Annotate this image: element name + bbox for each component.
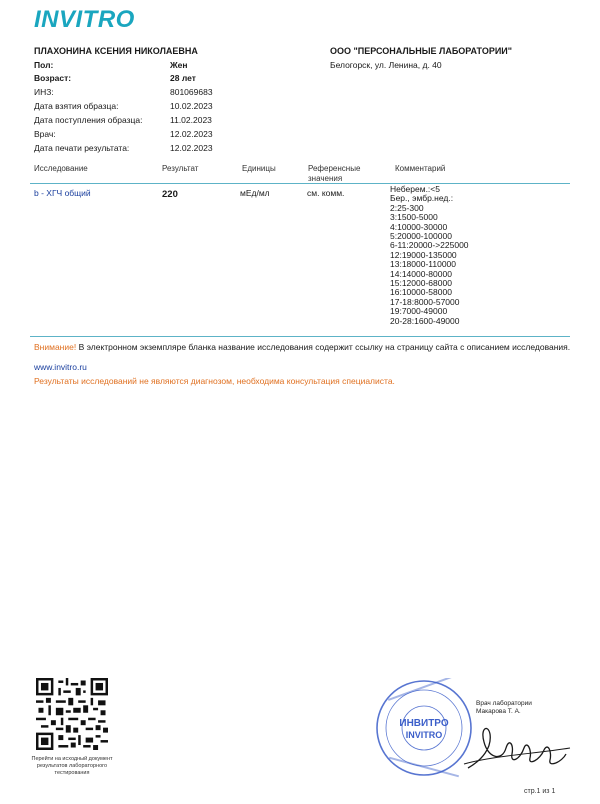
inz-label: ИНЗ: — [34, 87, 54, 97]
sample-date-label: Дата взятия образца: — [34, 101, 119, 111]
header-units: Единицы — [242, 164, 276, 173]
lab-name: ООО "ПЕРСОНАЛЬНЫЕ ЛАБОРАТОРИИ" — [330, 46, 513, 56]
site-link[interactable]: www.invitro.ru — [34, 362, 87, 372]
table-divider-bottom — [30, 336, 570, 337]
header-test: Исследование — [34, 164, 88, 173]
table-divider-top — [30, 183, 570, 184]
reference-value: см. комм. — [307, 188, 345, 198]
doctor-name: Макарова Т. А. — [476, 708, 521, 715]
lab-address: Белогорск, ул. Ленина, д. 40 — [330, 60, 442, 70]
sex-label: Пол: — [34, 60, 54, 70]
lab-stamp — [374, 678, 474, 778]
inz-value: 801069683 — [170, 87, 213, 97]
invitro-logo: INVITRO — [34, 6, 135, 33]
result-value: 220 — [162, 189, 178, 200]
qr-caption: Перейти на исходный документ результатов лабораторного тестирования — [31, 756, 113, 776]
units-value: мЕд/мл — [240, 188, 270, 198]
age-value: 28 лет — [170, 73, 196, 83]
page-number: стр.1 из 1 — [524, 788, 556, 795]
sex-value: Жен — [170, 60, 188, 70]
patient-name: ПЛАХОНИНА КСЕНИЯ НИКОЛАЕВНА — [34, 46, 198, 56]
doctor-signature-block — [476, 700, 532, 716]
handwritten-signature — [462, 718, 572, 778]
disclaimer: Результаты исследований не являются диагнозом, необходима консультация специалиста. — [34, 376, 395, 386]
received-date-label: Дата поступления образца: — [34, 115, 143, 125]
print-date-label: Дата печати результата: — [34, 143, 130, 153]
doctor-title: Врач лаборатории — [476, 700, 532, 707]
header-result: Результат — [162, 164, 199, 173]
comment-value: Неберем.:<5 Бер., эмбр.нед.: 2:25-300 3:1500-5000 4:10000-30000 5:20000-100000 6-11:20000->225000 12:19000-135000 13:18000-110000 14:14000-80000 15:12000-68000 16:10000-58000 17-18:8000-57000 19:7000-49000 20-28:1600-49000 — [390, 184, 469, 326]
qr-code[interactable] — [36, 678, 108, 750]
stamp-text-en: INVITRO — [405, 730, 443, 740]
warning-label: Внимание! — [34, 342, 77, 352]
warning-text: В электронном экземпляре бланка название исследования содержит ссылку на страницу сайта с описанием исследования. — [76, 342, 571, 352]
doctor-value: 12.02.2023 — [170, 129, 213, 139]
received-date-value: 11.02.2023 — [170, 115, 212, 125]
warning-note — [34, 342, 574, 352]
header-comment: Комментарий — [395, 164, 446, 173]
sample-date-value: 10.02.2023 — [170, 101, 213, 111]
stamp-text-ru: ИНВИТРО — [399, 718, 449, 729]
test-link[interactable]: b - ХГЧ общий — [34, 188, 91, 198]
doctor-label: Врач: — [34, 129, 56, 139]
print-date-value: 12.02.2023 — [170, 143, 213, 153]
age-label: Возраст: — [34, 73, 72, 83]
header-reference: Референсные значения — [308, 164, 361, 183]
